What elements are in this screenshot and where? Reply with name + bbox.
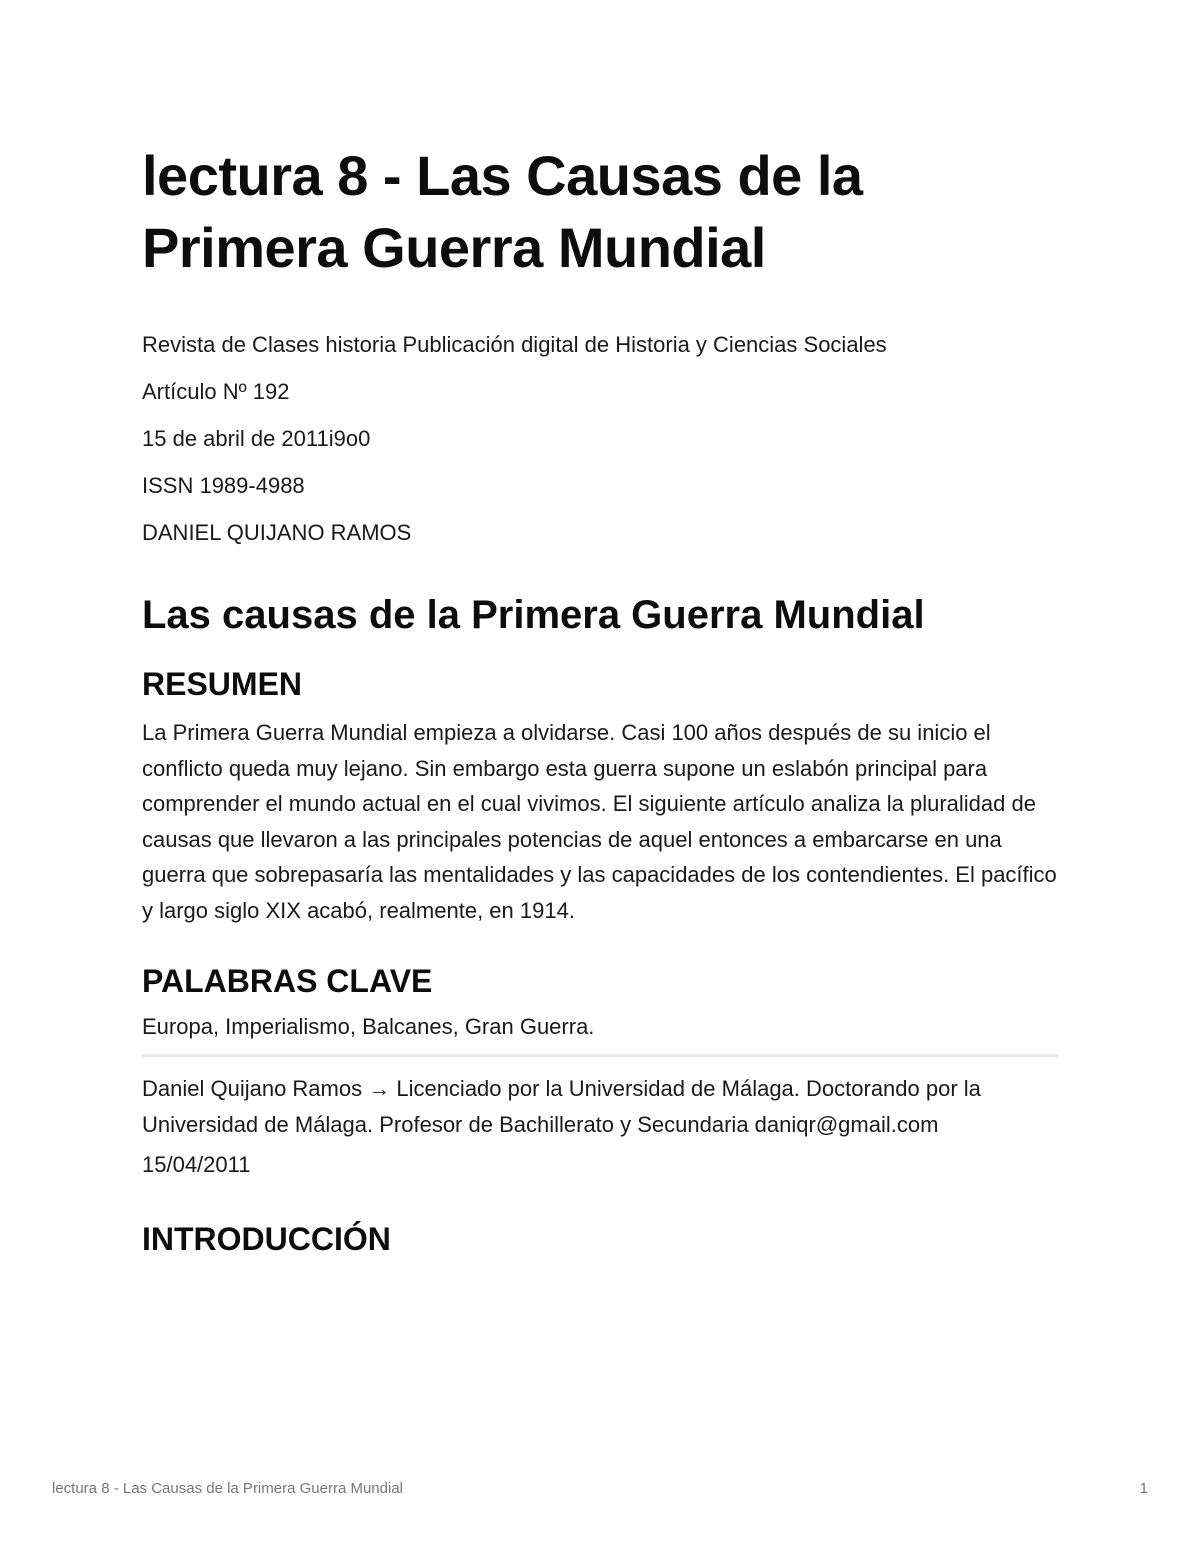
article-number: Artículo Nº 192 — [142, 379, 290, 404]
article-heading: Las causas de la Primera Guerra Mundial — [142, 593, 925, 637]
journal-name: Revista de Clases historia Publicación digital de Historia y Ciencias Sociales — [142, 332, 887, 357]
author-name: DANIEL QUIJANO RAMOS — [142, 520, 412, 545]
footer-title: lectura 8 - Las Causas de la Primera Guerra Mundial — [52, 1480, 403, 1497]
issn: ISSN 1989-4988 — [142, 473, 305, 498]
page-number: 1 — [1139, 1480, 1148, 1497]
introduction-heading: INTRODUCCIÓN — [142, 1221, 391, 1257]
article-date: 15/04/2011 — [142, 1152, 251, 1177]
section-divider — [142, 1054, 1058, 1057]
document-title: lectura 8 - Las Causas de la Primera Guerra Mundial — [142, 144, 863, 279]
resumen-text: La Primera Guerra Mundial empieza a olvidarse. Casi 100 años después de su inicio el conflicto queda muy lejano. Sin embargo esta guerra supone un eslabón principal para comprender el mundo actual en el cual vivimos. El siguiente artículo analiza la pluralidad de causas que llevaron a las principales potencias de aquel entonces a embarcarse en una guerra que sobrepasaría las mentalidades y las capacidades de los contendientes. El pacífico y largo siglo XIX acabó, realmente, en 1914. — [142, 720, 1057, 923]
publication-date: 15 de abril de 2011i9o0 — [142, 426, 371, 451]
document-page — [142, 140, 1062, 1270]
page-footer — [52, 1478, 1148, 1500]
publication-meta — [142, 330, 1062, 548]
resumen-heading: RESUMEN — [142, 666, 303, 702]
keywords-text: Europa, Imperialismo, Balcanes, Gran Guerra. — [142, 1014, 595, 1039]
author-bio: Daniel Quijano Ramos → Licenciado por la Universidad de Málaga. Doctorando por la Universidad de Málaga. Profesor de Bachillerato y Secundaria daniqr@gmail.com — [142, 1076, 981, 1137]
keywords-heading: PALABRAS CLAVE — [142, 963, 433, 999]
